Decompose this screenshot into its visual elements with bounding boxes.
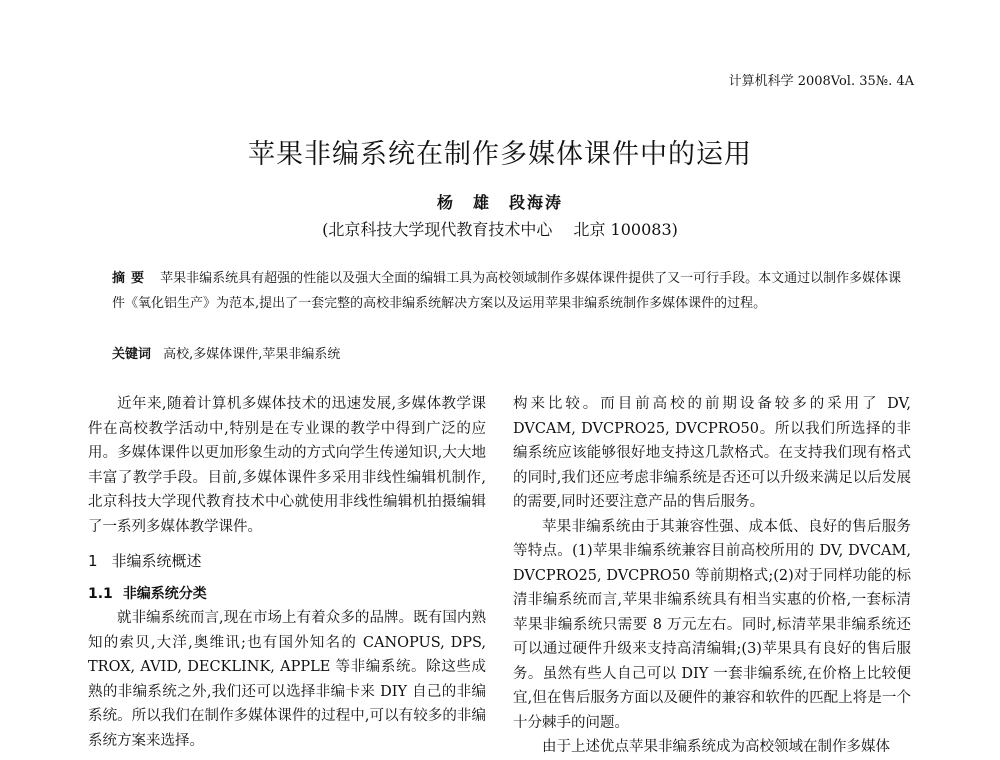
- keywords-text: 高校,多媒体课件,苹果非编系统: [163, 347, 341, 362]
- right-column: [513, 392, 911, 760]
- journal-header: 计算机科学 2008Vol. 35№. 4A: [728, 74, 914, 89]
- left-column: [88, 392, 486, 753]
- subsection-title: 非编系统分类: [122, 585, 207, 602]
- paragraph: 由于上述优点苹果非编系统成为高校领域在制作多媒体: [542, 739, 890, 755]
- section-number: 1: [88, 552, 98, 570]
- paper-title: 苹果非编系统在制作多媒体课件中的运用: [248, 139, 752, 170]
- section-heading: [88, 549, 486, 574]
- keywords: [112, 342, 902, 367]
- abstract-label: 摘要: [112, 271, 151, 286]
- keywords-label: 关键词: [112, 347, 152, 362]
- paragraph: 就非编系统而言,现在市场上有着众多的品牌。既有国内熟知的索贝,大洋,奥维讯;也有国外知名的 CANOPUS, DPS, TROX, AVID, DECKLINK, APPLE 等非编系统。除这些成熟的非编系统之外,我们还可以选择非编卡来 DIY 自己的非编系统。所以我们在制作多媒体课件的过程中,可以有较多的非编系统方案来选择。: [88, 610, 486, 749]
- paragraph: 苹果非编系统由于其兼容性强、成本低、良好的售后服务等特点。(1)苹果非编系统兼容目前高校所用的 DV, DVCAM, DVCPRO25, DVCPRO50 等前期格式;(2)对于同样功能的标清非编系统而言,苹果非编系统具有相当实惠的价格,一套标清苹果非编系统只需要 8 万元左右。同时,标清苹果非编系统还可以通过硬件升级来支持高清编辑;(3)苹果具有良好的售后服务。虽然有些人自己可以 DIY 一套非编系统,在价格上比较便宜,但在售后服务方面以及硬件的兼容和软件的匹配上将是一个十分棘手的问题。: [513, 518, 911, 731]
- abstract-text: 苹果非编系统具有超强的性能以及强大全面的编辑工具为高校领域制作多媒体课件提供了又一可行手段。本文通过以制作多媒体课件《氧化铝生产》为范本,提出了一套完整的高校非编系统解决方案以及运用苹果非编系统制作多媒体课件的过程。: [112, 271, 902, 311]
- authors: 杨 雄 段海涛: [436, 193, 563, 212]
- affiliation: (北京科技大学现代教育技术中心 北京 100083): [322, 220, 678, 239]
- subsection-heading: [88, 582, 486, 607]
- section-title: 非编系统概述: [111, 552, 202, 570]
- abstract: [112, 266, 902, 316]
- intro-paragraph: 近年来,随着计算机多媒体技术的迅速发展,多媒体教学课件在高校教学活动中,特别是在专业课的教学中得到广泛的应用。多媒体课件以更加形象生动的方式向学生传递知识,大大地丰富了教学手段。目前,多媒体课件多采用非线性编辑机制作,北京科技大学现代教育技术中心就使用非线性编辑机拍摄编辑了一系列多媒体教学课件。: [88, 396, 486, 535]
- subsection-number: 1.1: [88, 585, 113, 602]
- paragraph: 构来比较。而目前高校的前期设备较多的采用了 DV, DVCAM, DVCPRO25, DVCPRO50。所以我们所选择的非编系统应该能够很好地支持这几款格式。在支持我们现有格式的同时,我们还应考虑非编系统是否还可以升级来满足以后发展的需要,同时还要注意产品的售后服务。: [513, 396, 911, 510]
